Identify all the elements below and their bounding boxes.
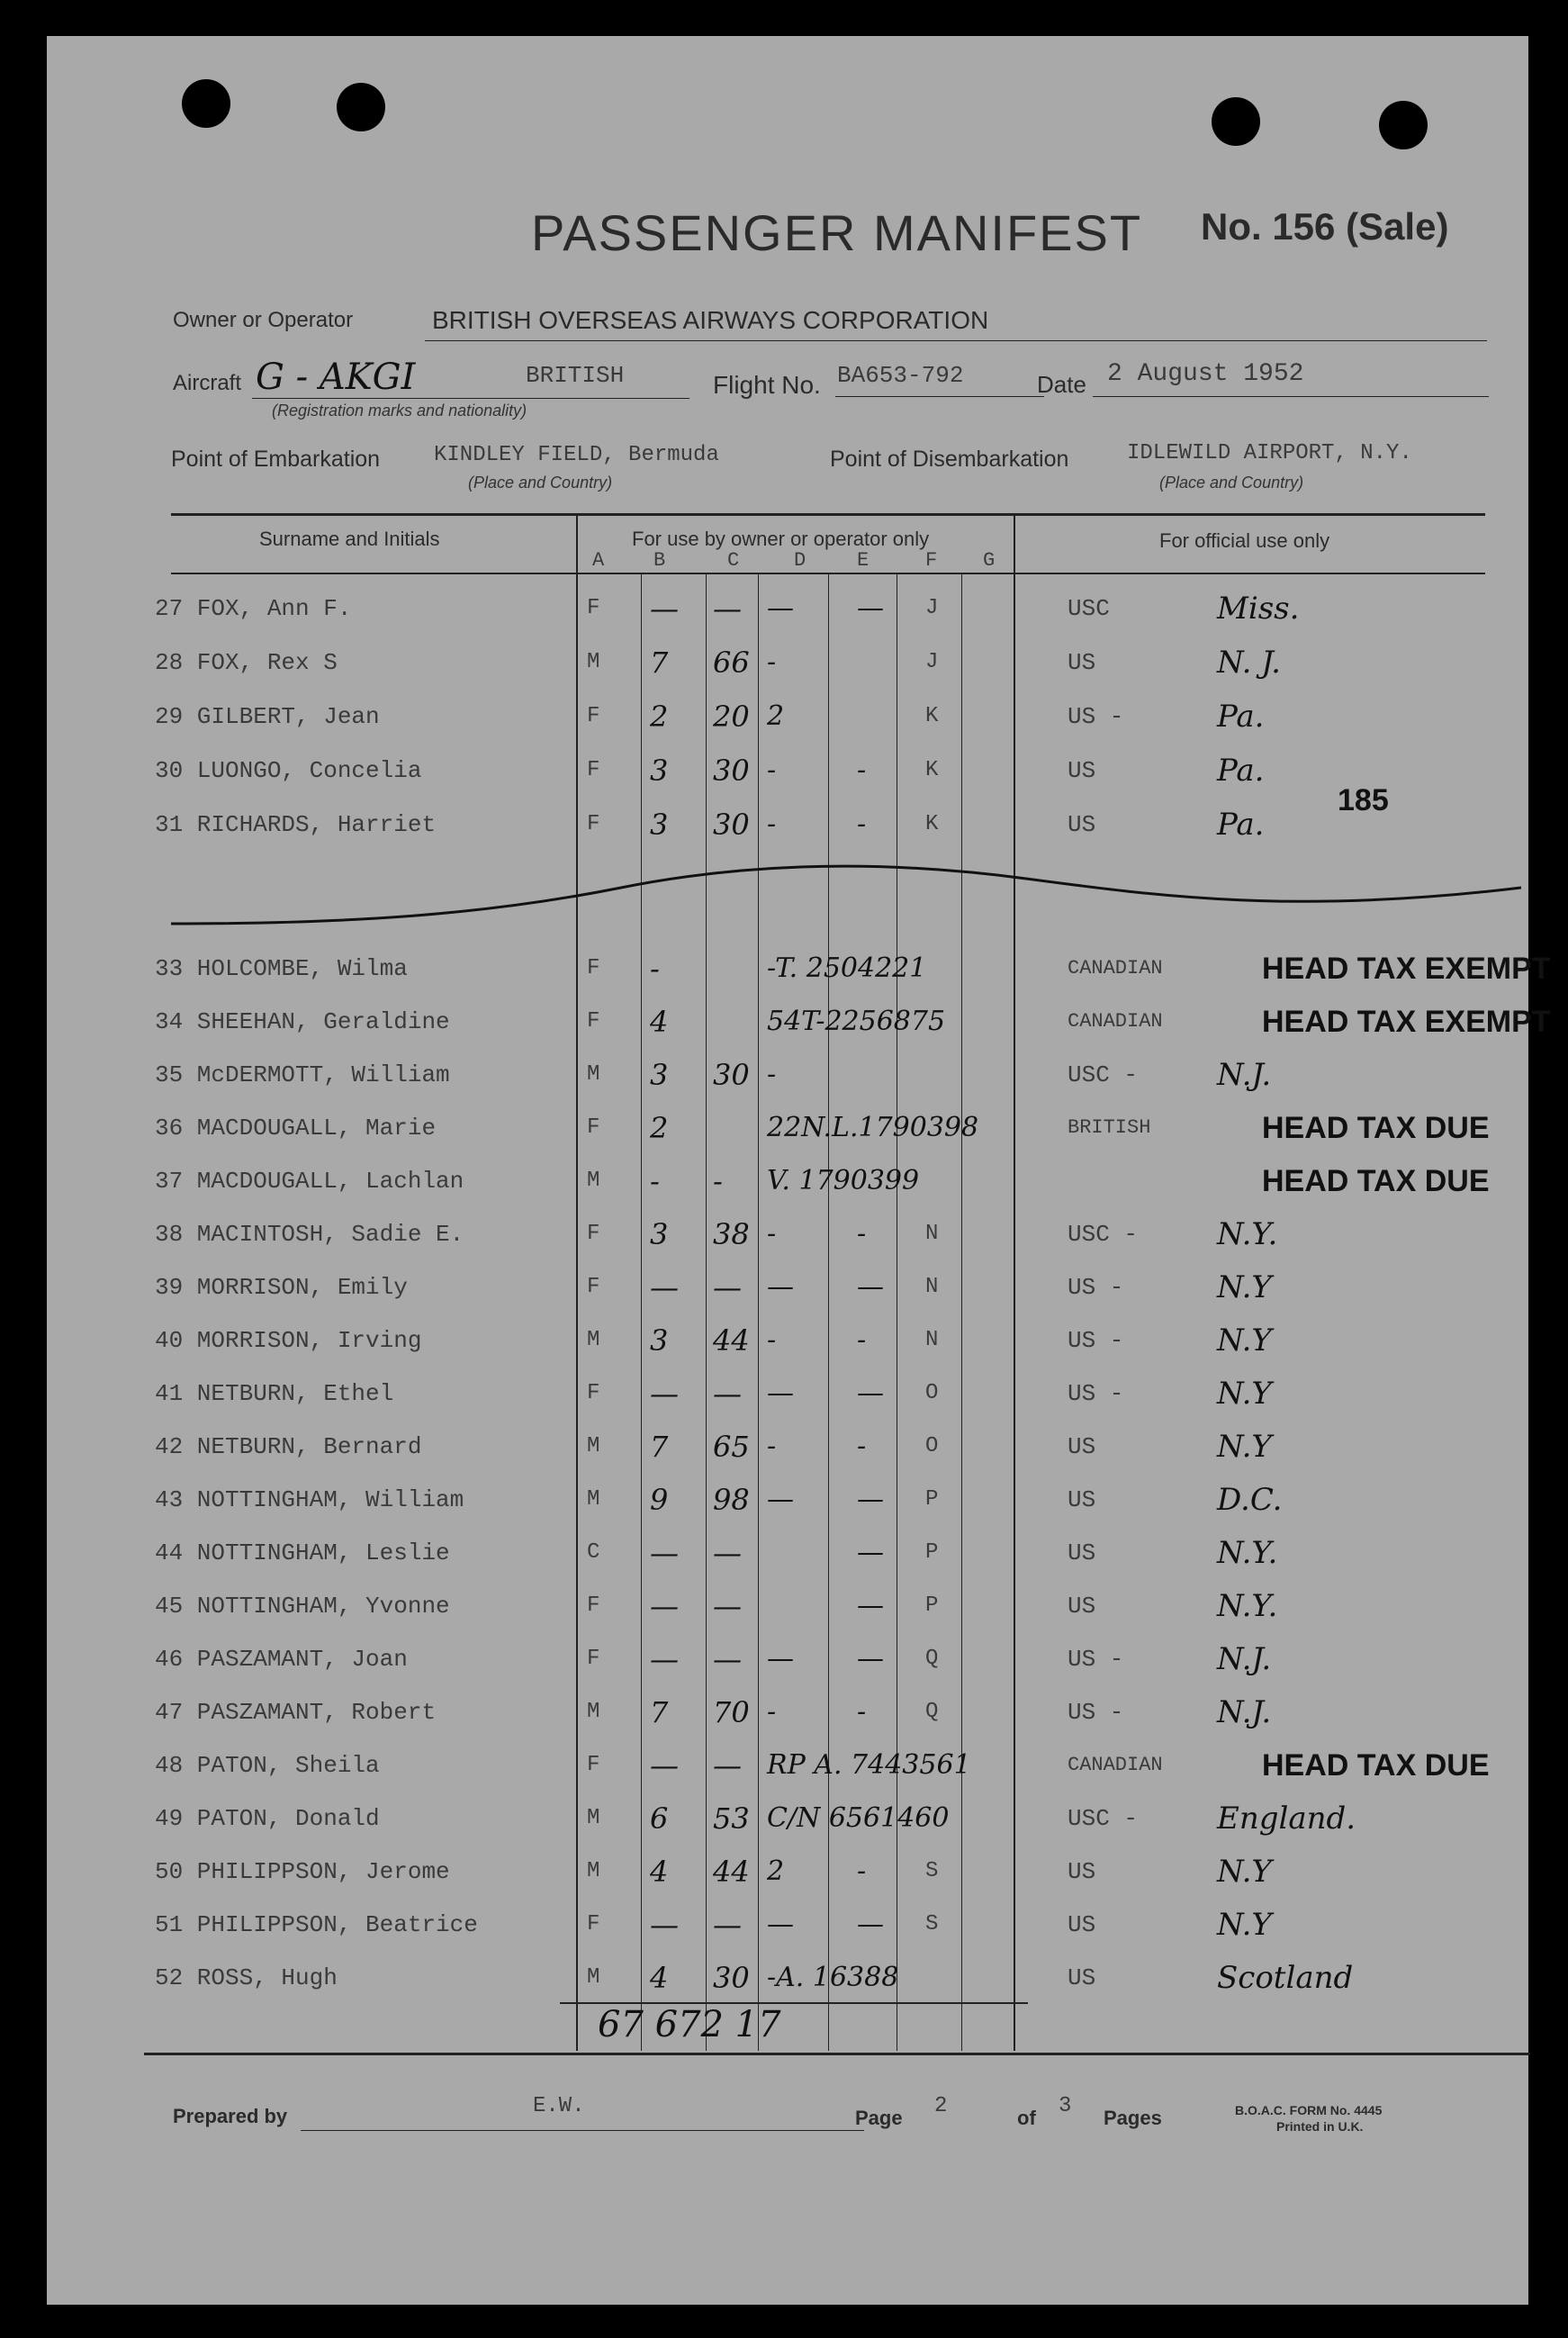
passenger-col-e: - — [857, 1855, 867, 1887]
passenger-row — [47, 1154, 1528, 1208]
passenger-citizenship: USC - — [1068, 1221, 1139, 1248]
passenger-col-c: 65 — [713, 1430, 750, 1464]
passenger-row — [47, 690, 1528, 744]
passenger-name: 29 GILBERT, Jean — [155, 703, 380, 730]
aircraft-label: Aircraft — [173, 371, 242, 395]
passenger-col-d: - — [767, 754, 777, 786]
passenger-sex: F — [587, 1647, 600, 1671]
aircraft-registration: G - AKGI — [256, 357, 416, 398]
passenger-col-c: — — [713, 1642, 742, 1676]
passenger-row — [47, 798, 1528, 852]
passenger-destination: D.C. — [1217, 1482, 1283, 1518]
passenger-col-d: RP A. 7443561 — [767, 1749, 971, 1781]
passenger-col-c: 70 — [713, 1695, 750, 1729]
passenger-name: 36 MACDOUGALL, Marie — [155, 1115, 437, 1142]
flight-underline — [835, 396, 1044, 397]
passenger-col-f: O — [925, 1381, 939, 1405]
passenger-col-e: - — [857, 1324, 867, 1356]
passenger-row — [47, 1685, 1528, 1739]
passenger-list-top — [47, 582, 1528, 852]
punch-hole — [182, 79, 230, 128]
passenger-col-d: C/N 6561460 — [767, 1802, 950, 1834]
passenger-col-c: 44 — [713, 1855, 750, 1889]
passenger-row — [47, 1579, 1528, 1633]
passenger-name: 39 MORRISON, Emily — [155, 1274, 408, 1301]
passenger-sex: F — [587, 1115, 600, 1140]
passenger-sex: M — [587, 1328, 600, 1352]
passenger-col-e: - — [857, 1218, 867, 1250]
manifest-number: No. 156 (Sale) — [1201, 205, 1449, 248]
passenger-destination: Pa. — [1217, 753, 1265, 789]
passenger-col-e: — — [857, 1537, 884, 1568]
passenger-name: 31 RICHARDS, Harriet — [155, 811, 437, 838]
passenger-col-b: 7 — [650, 645, 669, 680]
passenger-sex: M — [587, 1700, 600, 1724]
prepared-label: Prepared by — [173, 2105, 288, 2127]
passenger-col-c: — — [713, 1589, 742, 1623]
passenger-col-d: 22N.L.1790398 — [767, 1112, 979, 1143]
passenger-name: 44 NOTTINGHAM, Leslie — [155, 1539, 450, 1566]
passenger-citizenship: USC - — [1068, 1061, 1139, 1088]
passenger-col-b: 6 — [650, 1801, 669, 1836]
passenger-row — [47, 1048, 1528, 1102]
column-letter: F — [925, 549, 938, 572]
page-note: 185 — [1338, 783, 1389, 817]
passenger-destination: N.Y — [1217, 1429, 1272, 1465]
passenger-col-d: - — [767, 646, 777, 678]
passenger-row — [47, 1526, 1528, 1580]
passenger-row — [47, 1951, 1528, 2005]
owner-value: BRITISH OVERSEAS AIRWAYS CORPORATION — [432, 306, 989, 334]
of-value: 3 — [1059, 2094, 1072, 2118]
embarkation-value: KINDLEY FIELD, Bermuda — [434, 443, 719, 467]
page-label: Page — [855, 2107, 903, 2129]
owner-underline — [425, 340, 1487, 341]
passenger-citizenship: US — [1068, 1911, 1096, 1938]
passenger-citizenship: US — [1068, 1593, 1096, 1620]
passenger-name: 34 SHEEHAN, Geraldine — [155, 1008, 450, 1035]
passenger-citizenship: BRITISH — [1068, 1116, 1151, 1139]
passenger-row — [47, 1632, 1528, 1686]
passenger-col-d: — — [767, 1643, 794, 1675]
column-letter: G — [983, 549, 996, 572]
passenger-sex: F — [587, 704, 600, 728]
aircraft-nationality: BRITISH — [526, 362, 625, 389]
surname-header: Surname and Initials — [259, 528, 440, 550]
passenger-col-c: 30 — [713, 808, 750, 842]
passenger-sex: F — [587, 1275, 600, 1299]
official-use-header: For official use only — [1159, 529, 1330, 552]
passenger-citizenship: US — [1068, 1858, 1096, 1885]
passenger-sex: M — [587, 1434, 600, 1458]
passenger-col-c: — — [713, 1908, 742, 1942]
passenger-name: 28 FOX, Rex S — [155, 649, 338, 676]
passenger-sex: F — [587, 758, 600, 782]
passenger-name: 52 ROSS, Hugh — [155, 1964, 338, 1991]
passenger-col-d: - — [767, 1431, 777, 1462]
passenger-col-b: 3 — [650, 808, 669, 842]
table-top-rule — [171, 513, 1485, 516]
passenger-col-e: — — [857, 1643, 884, 1675]
passenger-citizenship: CANADIAN — [1068, 1754, 1163, 1776]
passenger-col-c: 30 — [713, 754, 750, 788]
passenger-citizenship: CANADIAN — [1068, 1010, 1163, 1033]
passenger-citizenship: US — [1068, 1486, 1096, 1513]
passenger-destination: HEAD TAX DUE — [1262, 1164, 1490, 1198]
passenger-sex: M — [587, 1062, 600, 1087]
passenger-col-f: J — [925, 650, 939, 674]
passenger-destination: N.J. — [1217, 1694, 1272, 1730]
passenger-destination: England. — [1217, 1801, 1356, 1837]
passenger-row — [47, 1313, 1528, 1368]
passenger-sex: F — [587, 1381, 600, 1405]
passenger-name: 40 MORRISON, Irving — [155, 1327, 422, 1354]
passenger-sex: F — [587, 1912, 600, 1936]
passenger-citizenship: USC — [1068, 595, 1110, 622]
passenger-col-e: - — [857, 1431, 867, 1462]
passenger-col-b: — — [650, 1589, 679, 1623]
prepared-value: E.W. — [533, 2094, 585, 2118]
passenger-col-e: — — [857, 1590, 884, 1621]
passenger-col-e: - — [857, 754, 867, 786]
passenger-row — [47, 1845, 1528, 1899]
passenger-citizenship: US - — [1068, 1380, 1124, 1407]
passenger-destination: HEAD TAX DUE — [1262, 1111, 1490, 1145]
passenger-sex: F — [587, 1753, 600, 1777]
passenger-col-b: — — [650, 1377, 679, 1411]
passenger-col-f: O — [925, 1434, 939, 1458]
passenger-col-f: K — [925, 704, 939, 728]
passenger-col-b: 4 — [650, 1961, 669, 1995]
passenger-sex: F — [587, 956, 600, 980]
passenger-col-d: - — [767, 1696, 777, 1728]
column-letter: D — [794, 549, 807, 572]
passenger-row — [47, 1420, 1528, 1474]
passenger-col-b: 4 — [650, 1005, 669, 1039]
passenger-col-f: S — [925, 1912, 939, 1936]
passenger-col-e: - — [857, 1696, 867, 1728]
passenger-citizenship: US - — [1068, 1274, 1124, 1301]
passenger-destination: HEAD TAX EXEMPT — [1262, 952, 1551, 986]
passenger-col-b: 3 — [650, 1058, 669, 1092]
flight-date: 2 August 1952 — [1107, 360, 1304, 388]
disembarkation-value: IDLEWILD AIRPORT, N.Y. — [1127, 441, 1412, 465]
passenger-citizenship: US — [1068, 1964, 1096, 1991]
passenger-col-e: — — [857, 1271, 884, 1303]
passenger-col-b: 3 — [650, 754, 669, 788]
passenger-name: 41 NETBURN, Ethel — [155, 1380, 394, 1407]
passenger-destination: Miss. — [1217, 591, 1300, 627]
passenger-citizenship: US — [1068, 649, 1096, 676]
passenger-destination: N.Y. — [1217, 1588, 1278, 1624]
passenger-row — [47, 942, 1551, 996]
passenger-col-c: - — [713, 1164, 723, 1198]
date-label: Date — [1037, 371, 1086, 398]
passenger-destination: N.J. — [1217, 1057, 1272, 1093]
passenger-row — [47, 744, 1528, 798]
manifest-sheet — [47, 36, 1551, 2305]
passenger-col-f: J — [925, 596, 939, 620]
passenger-col-d: - — [767, 1059, 777, 1090]
passenger-citizenship: US — [1068, 811, 1096, 838]
passenger-citizenship: US - — [1068, 703, 1124, 730]
punch-hole — [1212, 97, 1260, 146]
passenger-sex: F — [587, 812, 600, 836]
passenger-col-b: — — [650, 591, 679, 626]
passenger-col-c: 30 — [713, 1961, 750, 1995]
passenger-name: 27 FOX, Ann F. — [155, 595, 352, 622]
owner-use-header: For use by owner or operator only — [632, 528, 930, 550]
column-letter: A — [592, 549, 605, 572]
passenger-destination: N.Y. — [1217, 1216, 1278, 1252]
passenger-col-b: - — [650, 952, 660, 986]
passenger-destination: N.Y — [1217, 1376, 1272, 1412]
aircraft-underline — [252, 398, 689, 399]
passenger-col-c: — — [713, 1536, 742, 1570]
passenger-name: 37 MACDOUGALL, Lachlan — [155, 1168, 464, 1195]
passenger-sex: F — [587, 1593, 600, 1618]
passenger-col-c: 44 — [713, 1323, 750, 1358]
passenger-col-d: — — [767, 1909, 794, 1940]
passenger-row — [47, 582, 1528, 636]
passenger-col-f: N — [925, 1222, 939, 1246]
passenger-destination: Pa. — [1217, 807, 1265, 843]
passenger-row — [47, 1473, 1528, 1527]
totals-value: 67 672 17 — [598, 2004, 781, 2045]
passenger-col-c: 98 — [713, 1483, 750, 1517]
passenger-col-b: - — [650, 1164, 660, 1198]
prepared-underline — [301, 2130, 864, 2131]
passenger-col-f: N — [925, 1328, 939, 1352]
passenger-col-b: — — [650, 1270, 679, 1304]
passenger-col-b: — — [650, 1908, 679, 1942]
passenger-row — [47, 995, 1551, 1049]
passenger-sex: M — [587, 1965, 600, 1990]
owner-label: Owner or Operator — [173, 308, 354, 332]
passenger-col-c: 38 — [713, 1217, 750, 1251]
passenger-citizenship: US - — [1068, 1699, 1124, 1726]
punch-hole — [1379, 101, 1428, 149]
passenger-row — [47, 1260, 1528, 1314]
passenger-col-b: 7 — [650, 1695, 669, 1729]
flight-number: BA653-792 — [837, 362, 964, 389]
passenger-col-d: - — [767, 1324, 777, 1356]
passenger-col-c: — — [713, 1377, 742, 1411]
passenger-citizenship: US — [1068, 1539, 1096, 1566]
passenger-col-d: V. 1790399 — [767, 1165, 920, 1196]
passenger-col-f: K — [925, 758, 939, 782]
passenger-col-d: 2 — [767, 1855, 785, 1887]
passenger-col-f: N — [925, 1275, 939, 1299]
passenger-col-d: - — [767, 808, 777, 840]
passenger-name: 49 PATON, Donald — [155, 1805, 380, 1832]
passenger-col-b: — — [650, 1536, 679, 1570]
punch-hole — [337, 83, 385, 131]
aircraft-note: (Registration marks and nationality) — [272, 402, 527, 420]
passenger-sex: F — [587, 1222, 600, 1246]
pages-label: Pages — [1104, 2107, 1162, 2129]
passenger-col-d: — — [767, 592, 794, 624]
passenger-destination: N.Y — [1217, 1269, 1272, 1305]
passenger-row — [47, 636, 1528, 690]
page-value: 2 — [934, 2094, 948, 2118]
embarkation-label: Point of Embarkation — [171, 447, 381, 472]
table-bottom-rule — [144, 2053, 1530, 2055]
passenger-col-d: -A. 16388 — [767, 1962, 899, 1993]
passenger-col-d: 54T-2256875 — [767, 1006, 946, 1037]
passenger-row — [47, 1367, 1528, 1421]
embarkation-note: (Place and Country) — [468, 474, 613, 492]
passenger-name: 46 PASZAMANT, Joan — [155, 1646, 408, 1673]
date-underline — [1093, 396, 1489, 397]
passenger-col-b: 3 — [650, 1217, 669, 1251]
passenger-col-f: P — [925, 1593, 939, 1618]
passenger-col-d: -T. 2504221 — [767, 952, 927, 984]
passenger-name: 48 PATON, Sheila — [155, 1752, 380, 1779]
passenger-col-e: — — [857, 1484, 884, 1515]
passenger-col-c: — — [713, 1270, 742, 1304]
passenger-col-f: Q — [925, 1647, 939, 1671]
disembarkation-note: (Place and Country) — [1159, 474, 1304, 492]
passenger-name: 51 PHILIPPSON, Beatrice — [155, 1911, 478, 1938]
passenger-col-d: 2 — [767, 700, 785, 732]
passenger-sex: F — [587, 1009, 600, 1034]
passenger-col-b: 4 — [650, 1855, 669, 1889]
passenger-citizenship: US - — [1068, 1646, 1124, 1673]
passenger-name: 38 MACINTOSH, Sadie E. — [155, 1221, 464, 1248]
passenger-col-b: 2 — [650, 1111, 669, 1145]
passenger-row — [47, 1792, 1528, 1846]
passenger-col-b: 9 — [650, 1483, 669, 1517]
of-label: of — [1017, 2107, 1036, 2129]
passenger-sex: M — [587, 1806, 600, 1830]
passenger-destination: N.Y. — [1217, 1535, 1278, 1571]
passenger-col-d: — — [767, 1484, 794, 1515]
passenger-list-bottom — [47, 942, 1551, 2022]
passenger-name: 43 NOTTINGHAM, William — [155, 1486, 464, 1513]
passenger-destination: Pa. — [1217, 699, 1265, 735]
column-letter: B — [653, 549, 666, 572]
passenger-sex: M — [587, 650, 600, 674]
passenger-sex: M — [587, 1859, 600, 1883]
passenger-col-f: K — [925, 812, 939, 836]
passenger-row — [47, 1101, 1528, 1155]
flight-label: Flight No. — [713, 371, 821, 399]
passenger-name: 50 PHILIPPSON, Jerome — [155, 1858, 450, 1885]
passenger-destination: N.Y — [1217, 1322, 1272, 1359]
passenger-sex: F — [587, 596, 600, 620]
passenger-destination: N.Y — [1217, 1907, 1272, 1943]
passenger-col-b: 2 — [650, 700, 669, 734]
passenger-sex: M — [587, 1169, 600, 1193]
passenger-citizenship: US - — [1068, 1327, 1124, 1354]
passenger-col-b: — — [650, 1748, 679, 1783]
passenger-col-f: Q — [925, 1700, 939, 1724]
passenger-citizenship: US — [1068, 1433, 1096, 1460]
passenger-col-c: 66 — [713, 645, 750, 680]
passenger-name: 45 NOTTINGHAM, Yvonne — [155, 1593, 450, 1620]
disembarkation-label: Point of Disembarkation — [830, 447, 1069, 472]
passenger-col-b: — — [650, 1642, 679, 1676]
passenger-col-c: — — [713, 591, 742, 626]
passenger-row — [47, 1738, 1528, 1792]
passenger-name: 30 LUONGO, Concelia — [155, 757, 422, 784]
passenger-destination: N. J. — [1217, 645, 1281, 681]
passenger-citizenship: CANADIAN — [1068, 957, 1163, 979]
passenger-col-f: P — [925, 1487, 939, 1512]
column-letter: C — [727, 549, 740, 572]
passenger-destination: N.Y — [1217, 1854, 1272, 1890]
passenger-citizenship: US — [1068, 757, 1096, 784]
passenger-row — [47, 1207, 1528, 1261]
column-letter: E — [857, 549, 870, 572]
passenger-col-e: - — [857, 808, 867, 840]
passenger-col-e: — — [857, 1909, 884, 1940]
passenger-sex: C — [587, 1540, 600, 1565]
passenger-col-f: S — [925, 1859, 939, 1883]
passenger-col-c: 20 — [713, 700, 750, 734]
passenger-destination: Scotland — [1217, 1960, 1354, 1996]
passenger-destination: N.J. — [1217, 1641, 1272, 1677]
passenger-col-d: — — [767, 1271, 794, 1303]
passenger-col-c: 30 — [713, 1058, 750, 1092]
passenger-name: 47 PASZAMANT, Robert — [155, 1699, 437, 1726]
passenger-citizenship: USC - — [1068, 1805, 1139, 1832]
passenger-col-c: — — [713, 1748, 742, 1783]
form-printed: Printed in U.K. — [1276, 2119, 1364, 2134]
passenger-col-e: — — [857, 1377, 884, 1409]
passenger-name: 35 McDERMOTT, William — [155, 1061, 450, 1088]
passenger-col-d: — — [767, 1377, 794, 1409]
passenger-row — [47, 1898, 1528, 1952]
passenger-col-e: — — [857, 592, 884, 624]
passenger-col-b: 7 — [650, 1430, 669, 1464]
passenger-col-f: P — [925, 1540, 939, 1565]
passenger-col-c: 53 — [713, 1801, 750, 1836]
form-number: B.O.A.C. FORM No. 4445 — [1235, 2103, 1383, 2117]
passenger-sex: M — [587, 1487, 600, 1512]
passenger-name: 42 NETBURN, Bernard — [155, 1433, 422, 1460]
passenger-col-b: 3 — [650, 1323, 669, 1358]
passenger-col-d: - — [767, 1218, 777, 1250]
document-title: PASSENGER MANIFEST — [531, 204, 1143, 261]
passenger-destination: HEAD TAX DUE — [1262, 1748, 1490, 1783]
passenger-name: 33 HOLCOMBE, Wilma — [155, 955, 408, 982]
passenger-destination: HEAD TAX EXEMPT — [1262, 1005, 1551, 1039]
